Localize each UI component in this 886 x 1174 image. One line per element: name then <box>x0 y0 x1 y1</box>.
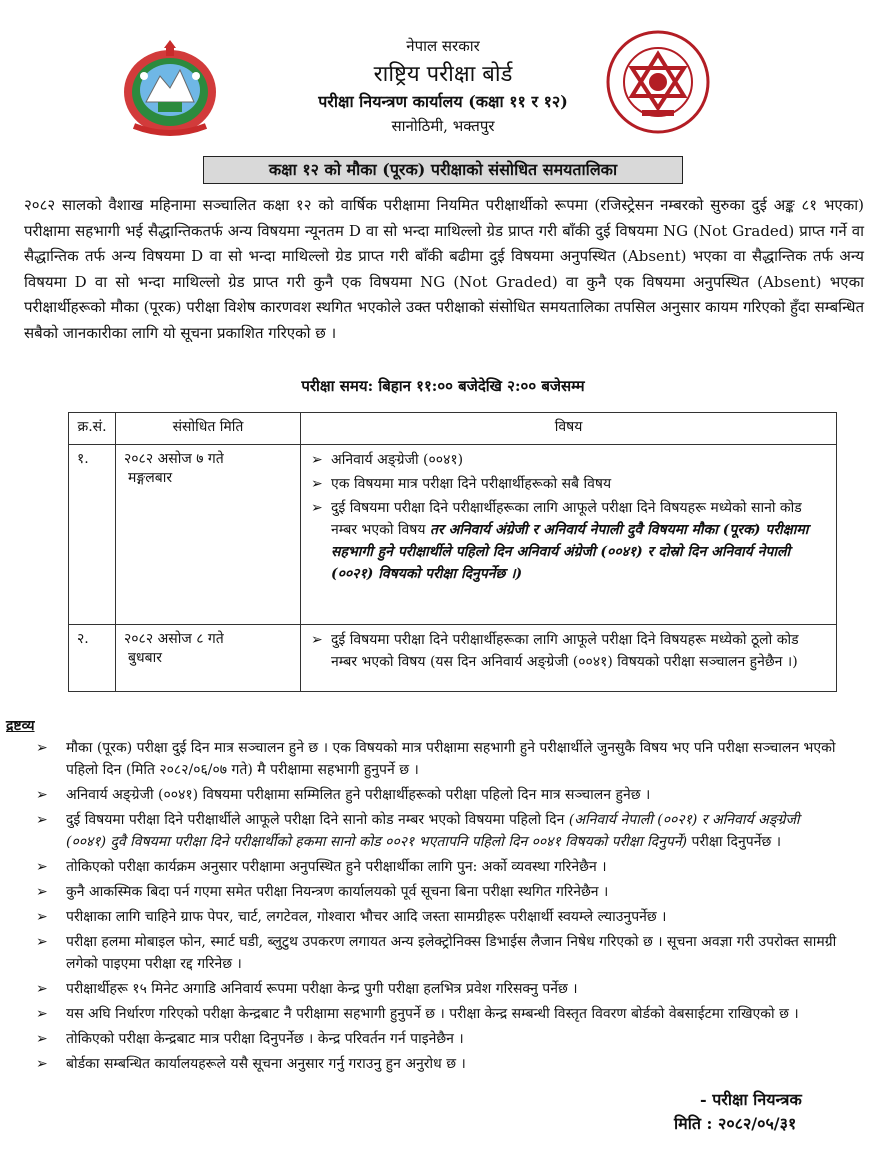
note-item <box>36 906 844 928</box>
arrow-bullet-icon: ➢ <box>311 631 323 648</box>
note-item <box>36 856 844 878</box>
header-serial: क्र.सं. <box>69 413 116 445</box>
note-item <box>36 1053 844 1075</box>
note-item <box>36 784 844 806</box>
signature-title: - परीक्षा नियन्त्रक <box>700 1090 802 1109</box>
header-address: सानोठिमी, भक्तपुर <box>391 117 495 135</box>
note-item <box>36 1028 844 1050</box>
document-title: कक्षा १२ को मौका (पूरक) परीक्षाको संसोधित समयतालिका <box>203 156 683 184</box>
issue-date: मिति : २०८२/०५/३१ <box>674 1114 797 1133</box>
table-row <box>69 624 837 691</box>
header-date: संसोधित मिति <box>116 413 301 445</box>
note-item <box>36 809 844 853</box>
header-subject: विषय <box>301 413 837 445</box>
note-text: तोकिएको परीक्षा केन्द्रबाट मात्र परीक्षा दिनुपर्नेछ । केन्द्र परिवर्तन गर्न पाइनेछैन । <box>66 1031 464 1047</box>
subject-text: दुई विषयमा परीक्षा दिने परीक्षार्थीहरूका लागि आफूले परीक्षा दिने विषयहरू मध्येको सानो कोड नम्बर भएको विषय <box>331 500 802 538</box>
arrow-bullet-icon: ➢ <box>36 884 48 900</box>
note-item <box>36 931 844 975</box>
arrow-bullet-icon: ➢ <box>36 1056 48 1072</box>
table-row <box>69 445 837 625</box>
header-office: परीक्षा नियन्त्रण कार्यालय (कक्षा ११ र १२) <box>318 92 568 111</box>
row-date-line: २०८२ असोज ७ गते <box>124 451 224 467</box>
row-weekday: मङ्गलबार <box>128 470 173 486</box>
row-serial: २. <box>69 624 116 691</box>
arrow-bullet-icon: ➢ <box>36 812 48 828</box>
note-text: परीक्षा दिनुपर्नेछ । <box>691 834 782 850</box>
table-header-row <box>69 413 837 445</box>
note-text: मौका (पूरक) परीक्षा दुई दिन मात्र सञ्चालन हुने छ । एक विषयको मात्र परीक्षामा सहभागी हुने परीक्षार्थीले जुनसुकै विषय भए पनि परीक्षा सञ्चालन भएको पहिलो दिन (मिति २०८२/०६/०७ गते) मै परीक्षामा सहभागी हुनुपर्ने छ । <box>66 740 836 778</box>
row-date <box>116 445 301 625</box>
note-text: दुई विषयमा परीक्षा दिने परीक्षार्थीले आफूले परीक्षा दिने सानो कोड नम्बर भएको विषयमा पहिलो दिन <box>66 812 565 828</box>
subject-text: अनिवार्य अङ्ग्रेजी (००४१) <box>331 452 464 468</box>
notes-heading: द्रष्टव्य <box>6 718 35 734</box>
schedule-table <box>68 412 837 692</box>
note-text: कुनै आकस्मिक बिदा पर्न गएमा समेत परीक्षा नियन्त्रण कार्यालयको पूर्व सूचना बिना परीक्षा स्थगित गरिनेछैन । <box>66 884 609 900</box>
arrow-bullet-icon: ➢ <box>311 500 323 516</box>
list-item <box>309 629 828 673</box>
header-board-name: राष्ट्रिय परीक्षा बोर्ड <box>373 62 513 87</box>
note-text: तोकिएको परीक्षा कार्यक्रम अनुसार परीक्षामा अनुपस्थित हुने परीक्षार्थीका लागि पुन: अर्को व्यवस्था गरिनेछैन । <box>66 859 607 875</box>
note-item <box>36 1003 844 1025</box>
row-subjects <box>301 624 837 691</box>
arrow-bullet-icon: ➢ <box>36 981 48 997</box>
header-government: नेपाल सरकार <box>406 37 480 55</box>
list-item <box>309 497 828 585</box>
row-date <box>116 624 301 691</box>
arrow-bullet-icon: ➢ <box>36 1006 48 1022</box>
arrow-bullet-icon: ➢ <box>36 934 48 950</box>
note-text: परीक्षाका लागि चाहिने ग्राफ पेपर, चार्ट, लगटेवल, गोश्वारा भौचर आदि जस्ता सामग्रीहरू परीक्षार्थी स्वयम्ले ल्याउनुपर्नेछ । <box>66 909 667 925</box>
intro-paragraph: २०८२ सालको वैशाख महिनामा सञ्चालित कक्षा १२ को वार्षिक परीक्षामा नियमित परीक्षार्थीको रूपमा (रजिस्ट्रेसन नम्बरको सुरुका दुई अङ्क ८१ भएका) परीक्षामा सहभागी भई सैद्धान्तिकतर्फ अन्य विषयमा न्यूनतम D वा सो भन्दा माथिल्लो ग्रेड प्राप्त गरी बाँकी दुई विषयमा NG (Not Graded) प्राप्त गर्ने वा सैद्धान्तिक तर्फ अन्य विषयमा D वा सो भन्दा माथिल्लो ग्रेड प्राप्त गरी बाँकी बढीमा दुई विषयमा अनुपस्थित (Absent) भएका वा सैद्धान्तिक तर्फ अन्य विषयमा D वा सो भन्दा माथिल्लो ग्रेड प्राप्त गरी कुनै एक विषयमा NG (Not Graded) वा कुनै एक विषयमा अनुपस्थित (Absent) भएका परीक्षार्थीहरूको मौका (पूरक) परीक्षा विशेष कारणवश स्थगित भएकोले उक्त परीक्षाको संसोधित समयतालिका तपसिल अनुसार कायम गरिएको हुँदा सम्बन्धित सबैको जानकारीका लागि यो सूचना प्रकाशित गरिएको छ । <box>24 196 864 342</box>
note-text: परीक्षा हलमा मोबाइल फोन, स्मार्ट घडी, ब्लुटुथ उपकरण लगायत अन्य इलेक्ट्रोनिक्स डिभाईस लैजान निषेध गरिएको छ । सूचना अवज्ञा गरी उपरोक्त सामग्री लगेको पाइएमा परीक्षा रद्द गरिनेछ । <box>66 934 837 972</box>
row-date-line: २०८२ असोज ८ गते <box>124 630 224 647</box>
row-weekday: बुधबार <box>128 649 162 666</box>
note-item <box>36 978 844 1000</box>
row-serial: १. <box>69 445 116 625</box>
note-text: अनिवार्य अङ्ग्रेजी (००४१) विषयमा परीक्षामा सम्मिलित हुने परीक्षार्थीहरूको परीक्षा पहिलो दिन मात्र सञ्चालन हुनेछ । <box>66 787 651 803</box>
note-text: बोर्डका सम्बन्धित कार्यालयहरूले यसै सूचना अनुसार गर्नु गराउनु हुन अनुरोध छ । <box>66 1056 466 1072</box>
subject-text: एक विषयमा मात्र परीक्षा दिने परीक्षार्थीहरूको सबै विषय <box>331 476 612 492</box>
note-item <box>36 737 844 781</box>
arrow-bullet-icon: ➢ <box>36 787 48 803</box>
notes-list <box>36 737 844 1078</box>
arrow-bullet-icon: ➢ <box>36 1031 48 1047</box>
row-subjects <box>301 445 837 625</box>
subject-emphasis: तर अनिवार्य अंग्रेजी र अनिवार्य नेपाली दुवै विषयमा मौका (पूरक) परीक्षामा सहभागी हुने परीक्षार्थीले पहिलो दिन अनिवार्य अंग्रेजी (००४१) र दोस्रो दिन अनिवार्य नेपाली (००२१) विषयको परीक्षा दिनुपर्नेछ ।) <box>331 522 809 582</box>
subject-text: दुई विषयमा परीक्षा दिने परीक्षार्थीहरूका लागि आफूले परीक्षा दिने विषयहरू मध्येको ठूलो कोड नम्बर भएको विषय (यस दिन अनिवार्य अङ्ग्रेजी (००४१) विषयको परीक्षा सञ्चालन हुनेछैन ।) <box>331 631 799 670</box>
arrow-bullet-icon: ➢ <box>311 452 323 468</box>
note-item <box>36 881 844 903</box>
arrow-bullet-icon: ➢ <box>36 909 48 925</box>
arrow-bullet-icon: ➢ <box>311 476 323 492</box>
note-text: यस अघि निर्धारण गरिएको परीक्षा केन्द्रबाट नै परीक्षामा सहभागी हुनुपर्ने छ । परीक्षा केन्द्र सम्बन्धी विस्तृत विवरण बोर्डको वेबसाईटमा राखिएको छ । <box>66 1006 799 1022</box>
exam-time: परीक्षा समय: बिहान ११:०० बजेदेखि २:०० बजेसम्म <box>301 377 585 395</box>
note-text: परीक्षार्थीहरू १५ मिनेट अगाडि अनिवार्य रूपमा परीक्षा केन्द्र पुगी परीक्षा हलभित्र प्रवेश गरिसक्नु पर्नेछ । <box>66 981 578 997</box>
list-item <box>309 449 828 471</box>
arrow-bullet-icon: ➢ <box>36 859 48 875</box>
list-item <box>309 473 828 495</box>
note-emphasis: (अनिवार्य नेपाली (००२१) र अनिवार्य अङ्ग्रेजी (००४१) दुवै विषयमा परीक्षा दिने परीक्षार्थीको हकमा सानो कोड ००२१ भएतापनि पहिलो दिन ००४१ विषयको परीक्षा दिनुपर्ने) <box>66 812 800 850</box>
arrow-bullet-icon: ➢ <box>36 740 48 756</box>
